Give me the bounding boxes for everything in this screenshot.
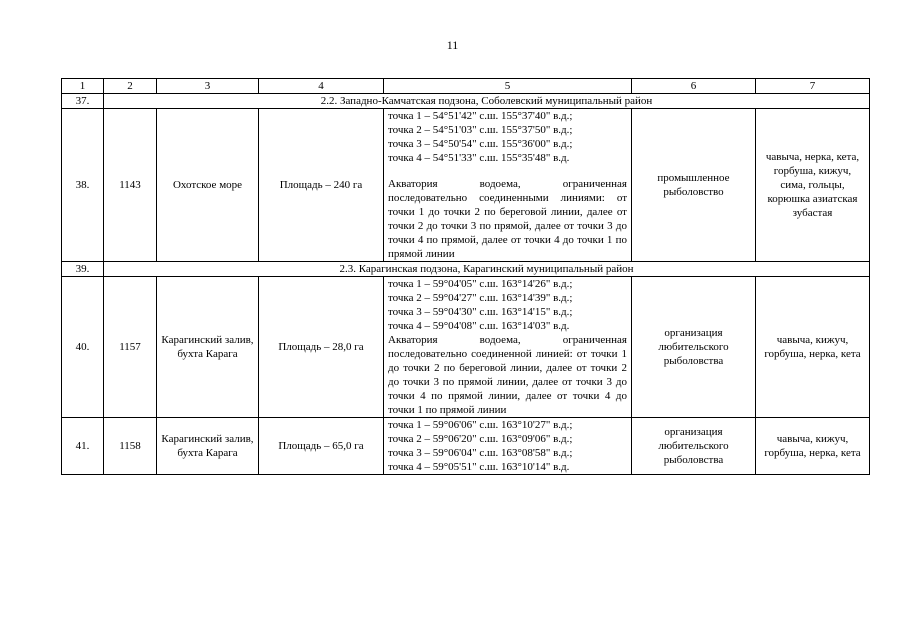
coordinate-point: точка 1 – 54°51'42" с.ш. 155°37'40" в.д.; (388, 110, 573, 122)
species: чавыча, кижуч, горбуша, нерка, кета (756, 418, 870, 475)
column-number: 7 (756, 79, 870, 94)
area-id: 1158 (104, 418, 157, 475)
column-number: 3 (157, 79, 259, 94)
water-body-name: Карагинский залив, бухта Карага (157, 418, 259, 475)
coordinate-point: точка 4 – 54°51'33" с.ш. 155°35'48" в.д. (388, 152, 570, 164)
row-number: 39. (62, 262, 104, 277)
coordinate-point: точка 2 – 59°06'20" с.ш. 163°09'06" в.д.; (388, 433, 573, 445)
coordinate-point: точка 2 – 59°04'27" с.ш. 163°14'39" в.д.; (388, 292, 573, 304)
purpose: организация любительского рыболовства (632, 418, 756, 475)
column-number-header-row (62, 79, 870, 94)
coordinate-point: точка 2 – 54°51'03" с.ш. 155°37'50" в.д.; (388, 124, 573, 136)
species: чавыча, кижуч, горбуша, нерка, кета (756, 277, 870, 418)
area-id: 1157 (104, 277, 157, 418)
column-number: 2 (104, 79, 157, 94)
area-size: Площадь – 240 га (259, 109, 384, 262)
coordinate-point: точка 4 – 59°05'51" с.ш. 163°10'14" в.д. (388, 461, 570, 473)
coordinate-point: точка 3 – 59°06'04" с.ш. 163°08'58" в.д.; (388, 447, 573, 459)
column-number: 4 (259, 79, 384, 94)
coordinates-list (388, 418, 627, 474)
coordinate-point: точка 3 – 54°50'54" с.ш. 155°36'00" в.д.; (388, 138, 573, 150)
purpose: организация любительского рыболовства (632, 277, 756, 418)
section-title: 2.2. Западно-Камчатская подзона, Соболевский муниципальный район (104, 94, 870, 109)
column-number: 6 (632, 79, 756, 94)
table-row (62, 418, 870, 475)
row-number: 41. (62, 418, 104, 475)
table-row (62, 109, 870, 262)
area-id: 1143 (104, 109, 157, 262)
page-number: 11 (446, 38, 459, 52)
coordinate-point: точка 3 – 59°04'30" с.ш. 163°14'15" в.д.; (388, 306, 573, 318)
section-row (62, 94, 870, 109)
table-row (62, 277, 870, 418)
row-number: 37. (62, 94, 104, 109)
coordinates-list (388, 109, 627, 165)
boundary-text: Акватория водоема, ограниченная последовательно соединенными линиями: от точки 1 до точки 2 по береговой линии, далее от точки 2 до точки 3 по прямой, далее от точки 3 до точки 4 по прямой, далее от точки 4 до точки 1 по прямой линии (388, 178, 627, 260)
water-body-name: Охотское море (157, 109, 259, 262)
row-number: 40. (62, 277, 104, 418)
column-number: 1 (62, 79, 104, 94)
purpose: промышленное рыболовство (632, 109, 756, 262)
coordinate-point: точка 4 – 59°04'08" с.ш. 163°14'03" в.д. (388, 320, 570, 332)
species: чавыча, нерка, кета, горбуша, кижуч, сима, гольцы, корюшка азиатская зубастая (756, 109, 870, 262)
section-row (62, 262, 870, 277)
coordinate-point: точка 1 – 59°06'06" с.ш. 163°10'27" в.д.; (388, 419, 573, 431)
water-body-name: Карагинский залив, бухта Карага (157, 277, 259, 418)
fishing-areas-table (61, 78, 870, 475)
row-number: 38. (62, 109, 104, 262)
boundary-description (384, 277, 632, 418)
coordinates-list (388, 277, 627, 333)
column-number: 5 (384, 79, 632, 94)
section-title: 2.3. Карагинская подзона, Карагинский муниципальный район (104, 262, 870, 277)
area-size: Площадь – 65,0 га (259, 418, 384, 475)
coordinate-point: точка 1 – 59°04'05" с.ш. 163°14'26" в.д.; (388, 278, 573, 290)
boundary-description (384, 418, 632, 475)
boundary-text: Акватория водоема, ограниченная последовательно соединенной линией: от точки 1 до точки 2 по береговой линии, далее от точки 2 до точки 3 по прямой линии, далее от точки 3 до точки 4 по прямой линии, далее от точки 4 до точки 1 по прямой линии (388, 334, 627, 416)
area-size: Площадь – 28,0 га (259, 277, 384, 418)
boundary-description (384, 109, 632, 262)
